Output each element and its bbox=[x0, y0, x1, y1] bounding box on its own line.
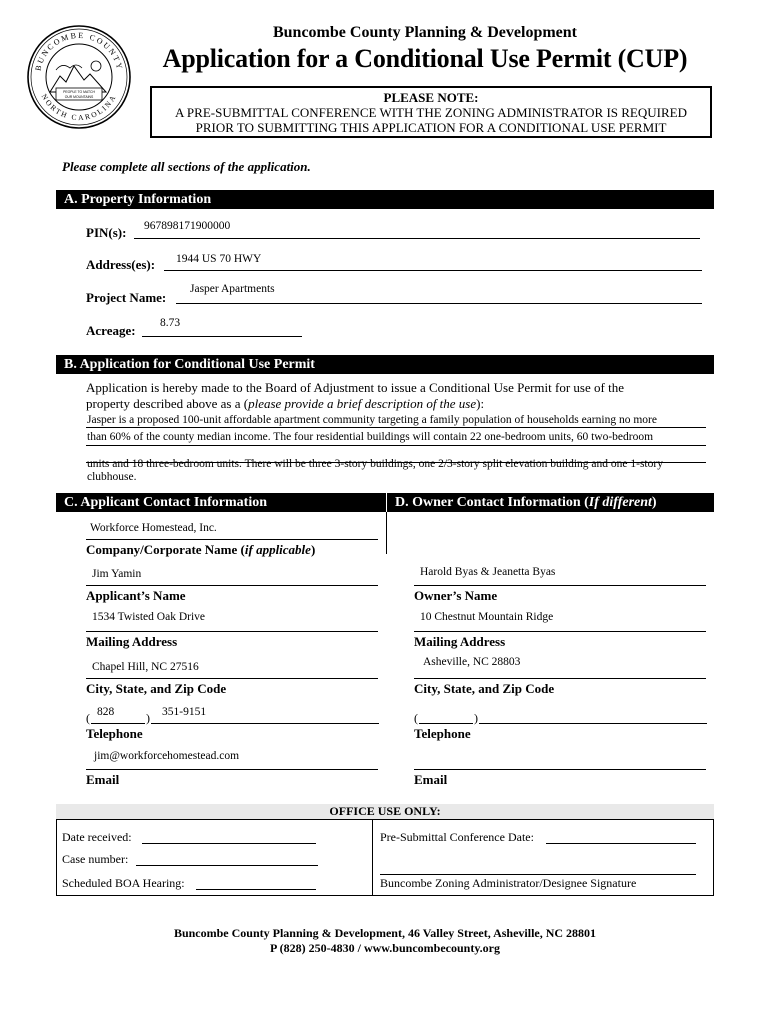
case-number-field[interactable] bbox=[136, 851, 318, 866]
conference-date-field[interactable] bbox=[546, 829, 696, 844]
applicant-area-code: 828 bbox=[97, 706, 115, 718]
address-value: 1944 US 70 HWY bbox=[176, 253, 262, 265]
section-a-header: A. Property Information bbox=[56, 190, 714, 209]
case-number-label: Case number: bbox=[62, 852, 129, 866]
instructions: Please complete all sections of the application. bbox=[62, 159, 311, 174]
signature-field[interactable] bbox=[380, 860, 696, 875]
date-received-label: Date received: bbox=[62, 830, 132, 844]
acreage-label: Acreage: bbox=[86, 323, 136, 338]
owner-phone-field[interactable] bbox=[479, 709, 707, 724]
use-description-line-2: than 60% of the county median income. The four residential buildings will contain 22 one-bedroom units, 60 two-bedroom bbox=[87, 431, 654, 443]
notice-line-2: PRIOR TO SUBMITTING THIS APPLICATION FOR A CONDITIONAL USE PERMIT bbox=[195, 120, 667, 135]
use-description-line-3: units and 18 three-bedroom units. There will be three 3-story buildings, one 2/3-story split elevation building and one 1-story bbox=[87, 458, 663, 470]
section-c-header: C. Applicant Contact Information bbox=[56, 493, 386, 512]
owner-mailing-value: 10 Chestnut Mountain Ridge bbox=[420, 611, 554, 623]
applicant-name-value: Jim Yamin bbox=[92, 568, 142, 580]
svg-text:OUR MOUNTAINS: OUR MOUNTAINS bbox=[64, 95, 94, 99]
owner-phone-label: Telephone bbox=[414, 726, 471, 741]
section-b-header: B. Application for Conditional Use Permit bbox=[56, 355, 714, 374]
applicant-phone-value: 351-9151 bbox=[162, 706, 207, 718]
owner-city-label: City, State, and Zip Code bbox=[414, 681, 555, 696]
owner-email-field[interactable] bbox=[414, 755, 706, 770]
notice-line-1: A PRE-SUBMITTAL CONFERENCE WITH THE ZONING ADMINISTRATOR IS REQUIRED bbox=[175, 105, 687, 120]
company-label: Company/Corporate Name (if applicable) bbox=[86, 542, 316, 557]
owner-city-field[interactable] bbox=[414, 664, 706, 679]
use-description-field[interactable] bbox=[86, 412, 706, 484]
owner-name-value: Harold Byas & Jeanetta Byas bbox=[420, 566, 556, 578]
seal-banner-text: PEOPLE TO MATCH bbox=[63, 90, 95, 94]
header-org: Buncombe County Planning & Development bbox=[272, 24, 578, 41]
owner-mailing-label: Mailing Address bbox=[414, 634, 506, 649]
company-field[interactable] bbox=[86, 525, 378, 540]
boa-hearing-label: Scheduled BOA Hearing: bbox=[62, 876, 185, 890]
applicant-city-field[interactable] bbox=[86, 664, 378, 679]
pin-label: PIN(s): bbox=[86, 225, 127, 240]
footer-address: Buncombe County Planning & Development, 46 Valley Street, Asheville, NC 28801 bbox=[173, 926, 597, 940]
address-label: Address(es): bbox=[86, 257, 156, 272]
pin-value: 967898171900000 bbox=[144, 220, 231, 232]
use-description-line-4: clubhouse. bbox=[87, 471, 137, 483]
applicant-name-field[interactable] bbox=[86, 571, 378, 586]
applicant-area-code-field[interactable] bbox=[91, 709, 145, 724]
signature-label: Buncombe Zoning Administrator/Designee Signature bbox=[380, 876, 637, 890]
applicant-email-label: Email bbox=[86, 772, 120, 787]
notice-heading: PLEASE NOTE: bbox=[383, 90, 479, 105]
project-name-value: Jasper Apartments bbox=[190, 283, 275, 295]
county-seal-logo bbox=[26, 24, 132, 130]
applicant-city-label: City, State, and Zip Code bbox=[86, 681, 227, 696]
applicant-email-value: jim@workforcehomestead.com bbox=[94, 750, 240, 762]
section-d-header: D. Owner Contact Information (If different) bbox=[386, 493, 714, 512]
applicant-mailing-value: 1534 Twisted Oak Drive bbox=[92, 611, 206, 623]
office-use-title: OFFICE USE ONLY: bbox=[56, 804, 714, 820]
page-title: Application for a Conditional Use Permit (CUP) bbox=[162, 44, 688, 73]
date-received-field[interactable] bbox=[142, 829, 316, 844]
owner-mailing-field[interactable] bbox=[414, 617, 706, 632]
company-value: Workforce Homestead, Inc. bbox=[90, 522, 217, 534]
boa-hearing-field[interactable] bbox=[196, 875, 316, 890]
owner-name-label: Owner’s Name bbox=[414, 588, 498, 603]
section-b-intro: Application is hereby made to the Board of Adjustment to issue a Conditional Use Permit for use of the property described above as a (please provide a brief description of the use): bbox=[86, 380, 624, 411]
applicant-mailing-field[interactable] bbox=[86, 617, 378, 632]
footer-contact: P (828) 250-4830 / www.buncombecounty.org bbox=[269, 941, 500, 955]
owner-name-field[interactable] bbox=[414, 571, 706, 586]
applicant-name-label: Applicant’s Name bbox=[86, 588, 186, 603]
notice-box bbox=[150, 86, 712, 138]
svg-text:BUNCOMBE COUNTY: BUNCOMBE COUNTY bbox=[33, 30, 125, 72]
project-name-label: Project Name: bbox=[86, 290, 167, 305]
owner-city-value: Asheville, NC 28803 bbox=[423, 656, 521, 668]
conference-date-label: Pre-Submittal Conference Date: bbox=[380, 830, 534, 844]
applicant-phone-label: Telephone bbox=[86, 726, 143, 741]
svg-text:NORTH CAROLINA: NORTH CAROLINA bbox=[39, 92, 119, 123]
applicant-mailing-label: Mailing Address bbox=[86, 634, 178, 649]
owner-email-label: Email bbox=[414, 772, 448, 787]
acreage-value: 8.73 bbox=[160, 317, 181, 329]
owner-area-code-field[interactable] bbox=[419, 709, 473, 724]
applicant-email-field[interactable] bbox=[86, 755, 378, 770]
applicant-phone-field[interactable] bbox=[151, 709, 379, 724]
applicant-city-value: Chapel Hill, NC 27516 bbox=[92, 661, 199, 673]
use-description-line-1: Jasper is a proposed 100-unit affordable apartment community targeting a family population of households earning no more bbox=[87, 414, 657, 426]
